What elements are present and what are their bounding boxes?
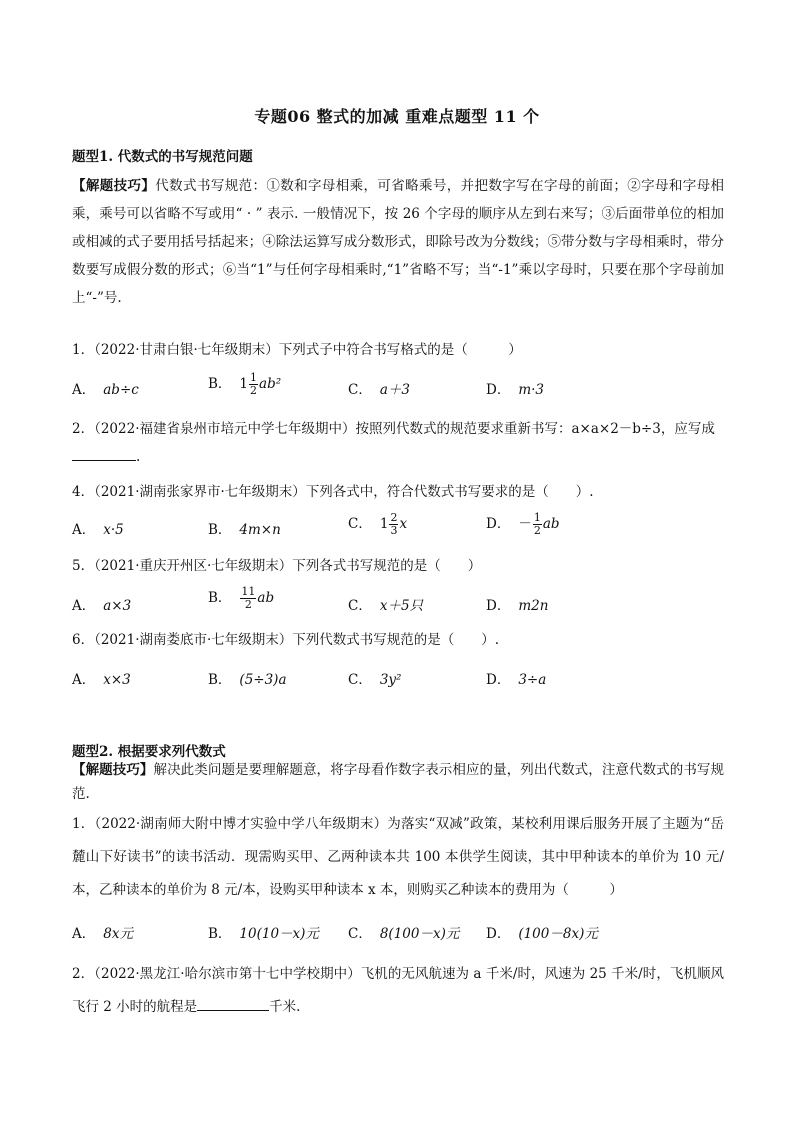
option-a: A． x·5 bbox=[72, 522, 124, 538]
option-c: C． a＋3 bbox=[348, 382, 410, 398]
tip-tag: 【解题技巧】 bbox=[72, 178, 156, 194]
fraction: $\frac{1}{2}$ bbox=[533, 511, 541, 537]
question-2-1-stem: 1．（2022·湖南师大附中博才实验中学八年级期末）为落实“双减”政策，某校利用课后服务开展了主题为“岳麓山下好读书”的读书活动．现需购买甲、乙两种读本共 100 本供学生阅读，其中甲种读本的单价为 10 元/本，乙种读本的单价为 8 元/本，设购买甲种读本 x 本，则购买乙种读本的费用为（ ） bbox=[72, 816, 724, 898]
question-1-6-stem: 6．（2021·湖南娄底市·七年级期末）下列代数式书写规范的是（ ）. bbox=[72, 632, 500, 648]
option-d: D． (100－8x)元 bbox=[486, 926, 598, 942]
question-1-6-options bbox=[72, 668, 732, 698]
option-a: A． ab÷c bbox=[72, 382, 139, 398]
answer-blank[interactable] bbox=[197, 996, 269, 1011]
question-2-2-stem: 2．（2022·黑龙江·哈尔滨市第十七中学校期中）飞机的无风航速为 a 千米/时，风速为 25 千米/时，飞机顺风飞行 2 小时的航程是 bbox=[72, 966, 724, 1015]
option-b: B． 1 $\frac{1}{2}$ ab² bbox=[208, 371, 282, 397]
unit-text: 千米. bbox=[269, 999, 301, 1015]
question-1-4-stem: 4．（2021·湖南张家界市·七年级期末）下列各式中，符合代数式书写要求的是（ ）. bbox=[72, 484, 594, 500]
option-d: D． m·3 bbox=[486, 382, 545, 398]
tip-tag: 【解题技巧】 bbox=[72, 762, 154, 778]
option-d: D． m2n bbox=[486, 598, 549, 614]
question-1-1-options bbox=[72, 371, 732, 408]
option-c: C． 3y² bbox=[348, 672, 402, 688]
option-c: C． 8(100－x)元 bbox=[348, 926, 460, 942]
fraction: $\frac{1}{2}$ bbox=[250, 371, 258, 397]
tip-text: 代数式书写规范：①数和字母相乘，可省略乘号，并把数字写在字母的前面；②字母和字母相乘，乘号可以省略不写或用“ · ” 表示. 一般情况下，按 26 个字母的顺序从左到右来写；③后面带单位的相加或相减的式子要用括号括起来；④除法运算写成分数形式，即除号改为分数线；⑤带分数与字母相乘时，带分数要写成假分数的形式；⑥当“1”与任何字母相乘时,“1”省略不写；当“-1”乘以字母时，只要在那个字母前加上“-”号. bbox=[72, 178, 725, 306]
option-d: D． － $\frac{1}{2}$ ab bbox=[486, 511, 560, 537]
option-c: C． 1 $\frac{2}{3}$ x bbox=[348, 511, 408, 537]
option-a: A． 8x元 bbox=[72, 926, 133, 942]
option-b: B． (5÷3)a bbox=[208, 672, 287, 688]
option-b: B． 10(10－x)元 bbox=[208, 926, 319, 942]
question-1-2-stem: 2．（2022·福建省泉州市培元中学七年级期中）按照列代数式的规范要求重新书写：a×a×2－b÷3，应写成 bbox=[72, 421, 715, 437]
question-1-4-options bbox=[72, 511, 732, 548]
question-2-1-options bbox=[72, 922, 732, 952]
section-heading-1: 题型1. 代数式的书写规范问题 bbox=[72, 149, 253, 165]
solving-tip-1 bbox=[72, 172, 724, 312]
answer-blank[interactable] bbox=[72, 446, 136, 461]
fraction: $\frac{11}{2}$ bbox=[241, 585, 256, 611]
page-title: 专题06 整式的加减 重难点题型 11 个 bbox=[254, 107, 540, 126]
question-1-1-stem: 1．（2022·甘肃白银·七年级期末）下列式子中符合书写格式的是（ ） bbox=[72, 342, 522, 358]
question-2-2 bbox=[72, 958, 724, 1024]
option-a: A． x×3 bbox=[72, 672, 131, 688]
question-1-5-options bbox=[72, 585, 732, 624]
option-a: A． a×3 bbox=[72, 598, 132, 614]
tip-text: 解决此类问题是要理解题意，将字母看作数字表示相应的量，列出代数式，注意代数式的书写规范. bbox=[72, 762, 725, 802]
question-1-5-stem: 5．（2021·重庆开州区·七年级期末）下列各式书写规范的是（ ） bbox=[72, 558, 482, 574]
question-1-2 bbox=[72, 415, 732, 471]
option-d: D． 3÷a bbox=[486, 672, 547, 688]
option-b: B． 4m×n bbox=[208, 522, 281, 538]
option-c: C． x＋5只 bbox=[348, 598, 424, 614]
solving-tip-2 bbox=[72, 758, 724, 806]
option-b: B． $\frac{11}{2}$ ab bbox=[208, 585, 275, 611]
period: . bbox=[136, 449, 141, 465]
fraction: $\frac{2}{3}$ bbox=[390, 511, 398, 537]
section-heading-2: 题型2. 根据要求列代数式 bbox=[72, 744, 226, 760]
